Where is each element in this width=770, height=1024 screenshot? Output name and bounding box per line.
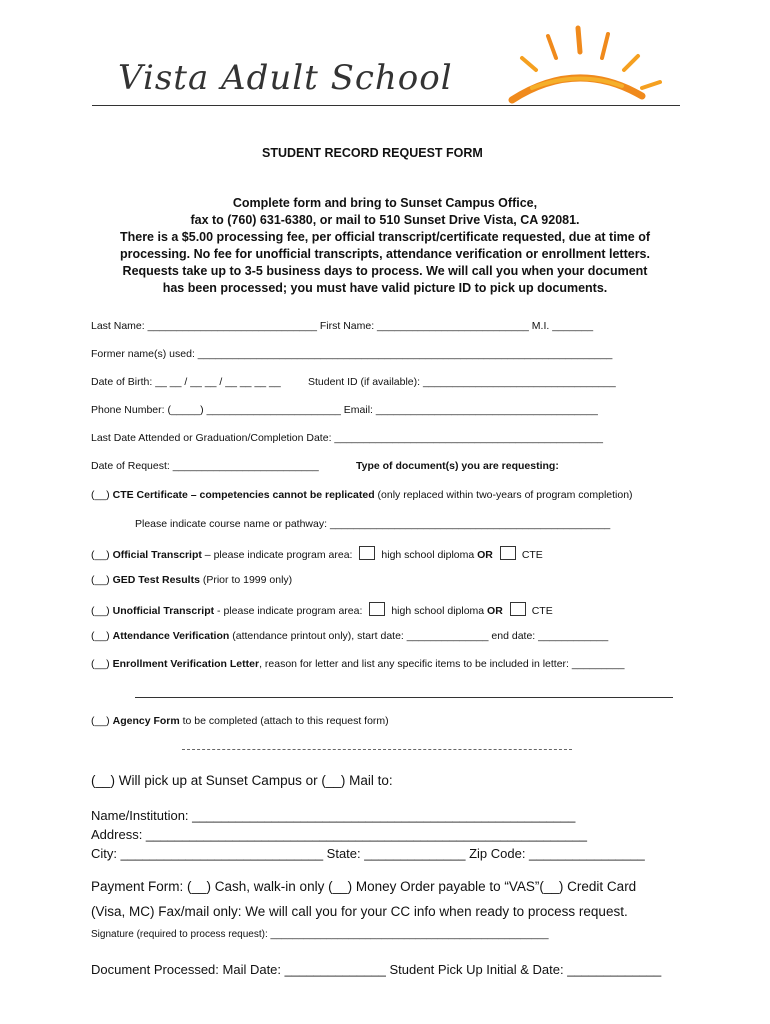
header-rule (92, 105, 680, 106)
option-label: CTE Certificate – competencies cannot be replicated (112, 489, 375, 501)
option-agency-form[interactable] (91, 715, 389, 727)
instruction-line: There is a $5.00 processing fee, per official transcript/certificate requested, due at time of (119, 230, 651, 244)
dob-field[interactable]: Date of Birth: __ __ / __ __ / __ __ __ __ (91, 376, 281, 388)
checkbox[interactable] (359, 546, 375, 560)
instruction-line: fax to (760) 631-6380, or mail to 510 Sunset Drive Vista, CA 92081. (190, 213, 580, 227)
phone-email-fields[interactable]: Phone Number: (_____) _______________________ Email: ______________________________________ (91, 404, 598, 416)
checkbox-blank[interactable]: (__) (91, 630, 110, 642)
checkbox-blank[interactable]: (__) (91, 549, 110, 561)
option-label: Enrollment Verification Letter (112, 658, 260, 670)
checkbox[interactable] (500, 546, 516, 560)
cte-label: CTE (531, 605, 553, 617)
checkbox-blank[interactable]: (__) (91, 489, 110, 501)
option-unofficial-transcript[interactable] (91, 602, 553, 617)
option-label: Official Transcript (112, 549, 202, 561)
option-label: Agency Form (112, 715, 180, 727)
cte-course-field[interactable]: Please indicate course name or pathway: ________________________________________________ (135, 518, 611, 530)
option-note: to be completed (attach to this request form) (179, 715, 389, 727)
hs-label: high school diploma (381, 549, 475, 561)
hs-label: high school diploma (391, 605, 485, 617)
option-cte-certificate[interactable] (91, 489, 633, 501)
option-label: GED Test Results (112, 574, 200, 586)
instruction-line: processing. No fee for unofficial transcripts, attendance verification or enrollment letters. (120, 247, 650, 261)
or-label: OR (477, 549, 493, 561)
payment-form-line[interactable]: Payment Form: (__) Cash, walk-in only (__) Money Order payable to “VAS”(__) Credit Card (91, 879, 637, 894)
enrollment-reason-line[interactable] (135, 697, 673, 698)
checkbox-blank[interactable]: (__) (91, 605, 110, 617)
option-ged-results[interactable] (91, 574, 292, 586)
option-note: (Prior to 1999 only) (199, 574, 293, 586)
option-label: Attendance Verification (112, 630, 230, 642)
city-state-zip-fields[interactable]: City: ____________________________ State: ______________ Zip Code: ________________ (91, 846, 645, 861)
option-note: (attendance printout only), start date: ______________ end date: ____________ (229, 630, 609, 642)
form-title: STUDENT RECORD REQUEST FORM (262, 146, 483, 160)
logo-text: Vista Adult School (118, 58, 453, 98)
section-divider (182, 749, 572, 750)
student-id-field[interactable]: Student ID (if available): _________________________________ (308, 376, 616, 388)
signature-field[interactable]: Signature (required to process request): __________________________________________________ (91, 929, 549, 940)
instruction-line: Complete form and bring to Sunset Campus Office, (232, 196, 538, 210)
option-enrollment-letter[interactable] (91, 658, 624, 670)
option-label: Unofficial Transcript (112, 605, 215, 617)
option-note: , reason for letter and list any specific items to be included in letter: _________ (259, 658, 625, 670)
option-official-transcript[interactable] (91, 546, 543, 561)
cte-label: CTE (521, 549, 543, 561)
checkbox-blank[interactable]: (__) (91, 658, 110, 670)
former-names-field[interactable]: Former name(s) used: _______________________________________________________________________ (91, 348, 613, 360)
option-note: (only replaced within two-years of program completion) (374, 489, 633, 501)
name-institution-field[interactable]: Name/Institution: _____________________________________________________ (91, 808, 576, 823)
payment-note-line: (Visa, MC) Fax/mail only: We will call you for your CC info when ready to process request. (91, 904, 628, 919)
address-field[interactable]: Address: _____________________________________________________________ (91, 827, 587, 842)
option-note: - please indicate program area: (214, 605, 363, 617)
instruction-line: has been processed; you must have valid picture ID to pick up documents. (162, 281, 608, 295)
sun-icon (492, 18, 692, 108)
checkbox-blank[interactable]: (__) (91, 715, 110, 727)
checkbox[interactable] (510, 602, 526, 616)
checkbox[interactable] (369, 602, 385, 616)
date-request-field[interactable]: Date of Request: _________________________ (91, 460, 319, 472)
instructions (80, 195, 690, 297)
delivery-choice[interactable]: (__) Will pick up at Sunset Campus or (__) Mail to: (91, 773, 393, 788)
name-fields[interactable]: Last Name: _____________________________ First Name: __________________________ M.I. _______ (91, 320, 594, 332)
option-note: – please indicate program area: (201, 549, 353, 561)
last-attended-field[interactable]: Last Date Attended or Graduation/Completion Date: ______________________________________________ (91, 432, 604, 444)
doc-types-heading: Type of document(s) you are requesting: (356, 460, 559, 472)
option-attendance-verification[interactable] (91, 630, 608, 642)
instruction-line: Requests take up to 3-5 business days to process. We will call you when your document (122, 264, 648, 278)
checkbox-blank[interactable]: (__) (91, 574, 110, 586)
document-processed-line[interactable]: Document Processed: Mail Date: ______________ Student Pick Up Initial & Date: _____________ (91, 962, 662, 977)
or-label: OR (487, 605, 503, 617)
